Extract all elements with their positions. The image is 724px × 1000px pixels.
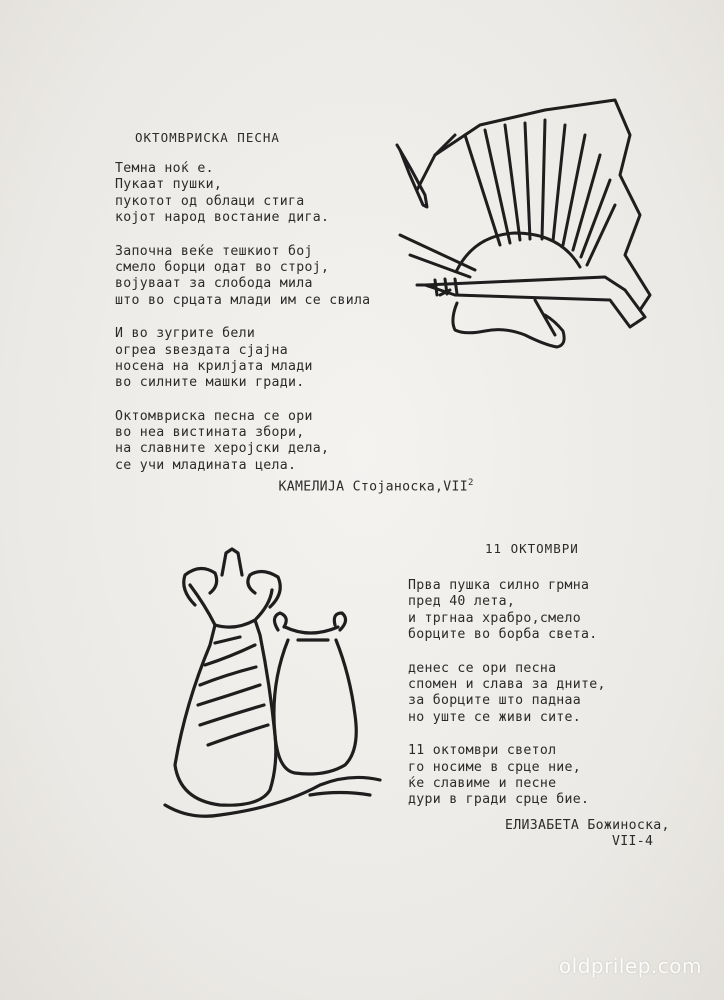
poem-line: во неа вистината збори, <box>115 425 305 441</box>
poem-line: Октомвриска песна се ори <box>115 408 313 424</box>
poem-line: но уште се живи сите. <box>408 709 582 725</box>
poem-line: пукотот од облаци стига <box>115 193 305 209</box>
poem1-author-class: 2 <box>468 478 474 489</box>
poem2-author-class: VII-4 <box>612 834 654 849</box>
sun-rifle-drawing-icon <box>395 95 665 385</box>
poem-line: го носиме в срце ние, <box>408 759 582 775</box>
poem-line: Пукаат пушки, <box>115 177 223 193</box>
poem1-author-name: КАМЕЛИЈА Стојаноска,VII <box>278 479 468 495</box>
poem-line: во силните машки гради. <box>115 375 305 391</box>
poem-line: Започна веќе тешкиот бој <box>115 243 313 259</box>
poem-line: и тргнаа храбро,смело <box>408 610 582 626</box>
poem2-title: 11 ОКТОМВРИ <box>485 541 579 556</box>
poem-line: смело борци одат во строј, <box>115 259 330 275</box>
vases-drawing-icon <box>160 545 400 835</box>
poem2-body <box>408 578 606 826</box>
poem1-body <box>115 161 370 491</box>
poem-line: борците во борба света. <box>408 627 598 643</box>
poem-line: огреа ѕвездата сјајна <box>115 342 289 358</box>
poem-line: што во срцата млади им се свила <box>115 292 371 308</box>
poem2-author: ЕЛИЗАБЕТА Божиноска, <box>505 818 670 833</box>
poem-line: спомен и слава за дните, <box>408 676 606 692</box>
poem-line: Темна ноќ е. <box>115 161 214 176</box>
poem-line: денес се ори песна <box>408 660 557 676</box>
stanza <box>115 326 370 392</box>
stanza <box>115 244 370 310</box>
poem-line: 11 октомври светол <box>408 743 557 759</box>
poem-line: на славните херојски дела, <box>115 441 330 457</box>
poem-line: И во зугрите бели <box>115 326 256 342</box>
stanza <box>115 161 370 227</box>
poem-line: носена на крилјата млади <box>115 358 313 374</box>
poem-line: војуваат за слобода мила <box>115 276 313 292</box>
stanza <box>408 661 606 727</box>
poem1-author <box>262 459 474 496</box>
poem-line: дури в гради срце бие. <box>408 792 590 808</box>
watermark: oldprilep.com <box>558 954 702 978</box>
poem-line: ќе славиме и песне <box>408 775 557 791</box>
stanza <box>408 578 606 644</box>
poem-line: за борците што паднаа <box>408 693 582 709</box>
poem-line: се учи младината цела. <box>115 457 297 473</box>
poem1-title: ОКТОМВРИСКА ПЕСНА <box>135 130 280 145</box>
poem-line: којот народ востание дига. <box>115 210 330 226</box>
stanza <box>408 743 606 809</box>
poem-line: Прва пушка силно грмна <box>408 578 590 593</box>
poem-line: пред 40 лета, <box>408 594 516 610</box>
